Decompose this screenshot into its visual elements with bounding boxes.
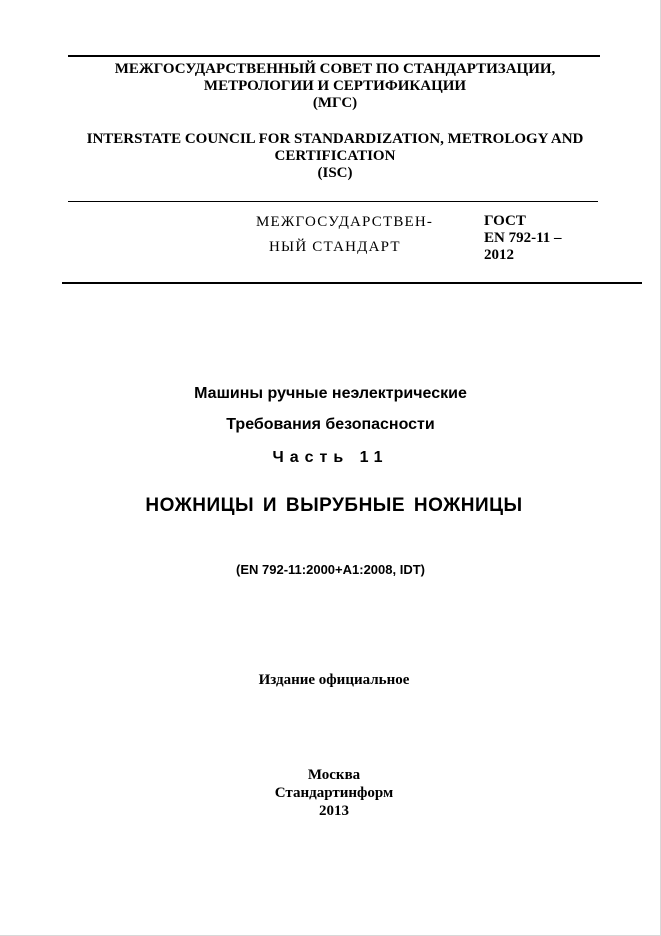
council-en-line-1: INTERSTATE COUNCIL FOR STANDARDIZATION, METROLOGY AND xyxy=(86,131,584,147)
edition-label: Издание официальное xyxy=(258,672,410,688)
main-title: НОЖНИЦЫ И ВЫРУБНЫЕ НОЖНИЦЫ xyxy=(145,495,523,516)
council-ru-line-3: (МГС) xyxy=(312,95,358,111)
header-bottom-rule xyxy=(62,282,642,284)
standard-type xyxy=(256,210,433,260)
council-name-russian xyxy=(60,61,610,112)
designation-line-2: EN 792-11 – xyxy=(484,230,562,246)
publisher-city: Москва xyxy=(307,767,361,783)
council-name-english xyxy=(40,131,630,182)
publisher-block xyxy=(0,766,661,820)
publisher-year: 2013 xyxy=(319,803,349,819)
council-ru-line-2: МЕТРОЛОГИИ И СЕРТИФИКАЦИИ xyxy=(203,78,467,94)
publisher-name: Стандартинформ xyxy=(274,785,394,801)
designation-line-3: 2012 xyxy=(484,247,514,263)
council-ru-line-1: МЕЖГОСУДАРСТВЕННЫЙ СОВЕТ ПО СТАНДАРТИЗАЦИИ, xyxy=(114,61,556,77)
council-en-line-2: CERTIFICATION xyxy=(274,148,396,164)
standard-type-line-1: МЕЖГОСУДАРСТВЕН- xyxy=(256,214,434,230)
top-rule xyxy=(68,55,600,57)
standard-type-line-2: НЫЙ СТАНДАРТ xyxy=(269,239,401,255)
council-en-line-3: (ISC) xyxy=(317,165,353,181)
designation-line-1: ГОСТ xyxy=(484,213,526,229)
title-line-2: Требования безопасности xyxy=(226,416,435,433)
header-divider xyxy=(68,201,598,202)
standard-designation xyxy=(484,213,562,264)
en-reference: (EN 792-11:2000+A1:2008, IDT) xyxy=(236,562,425,577)
part-number: Часть 11 xyxy=(272,449,389,466)
title-line-1: Машины ручные неэлектрические xyxy=(194,385,467,402)
